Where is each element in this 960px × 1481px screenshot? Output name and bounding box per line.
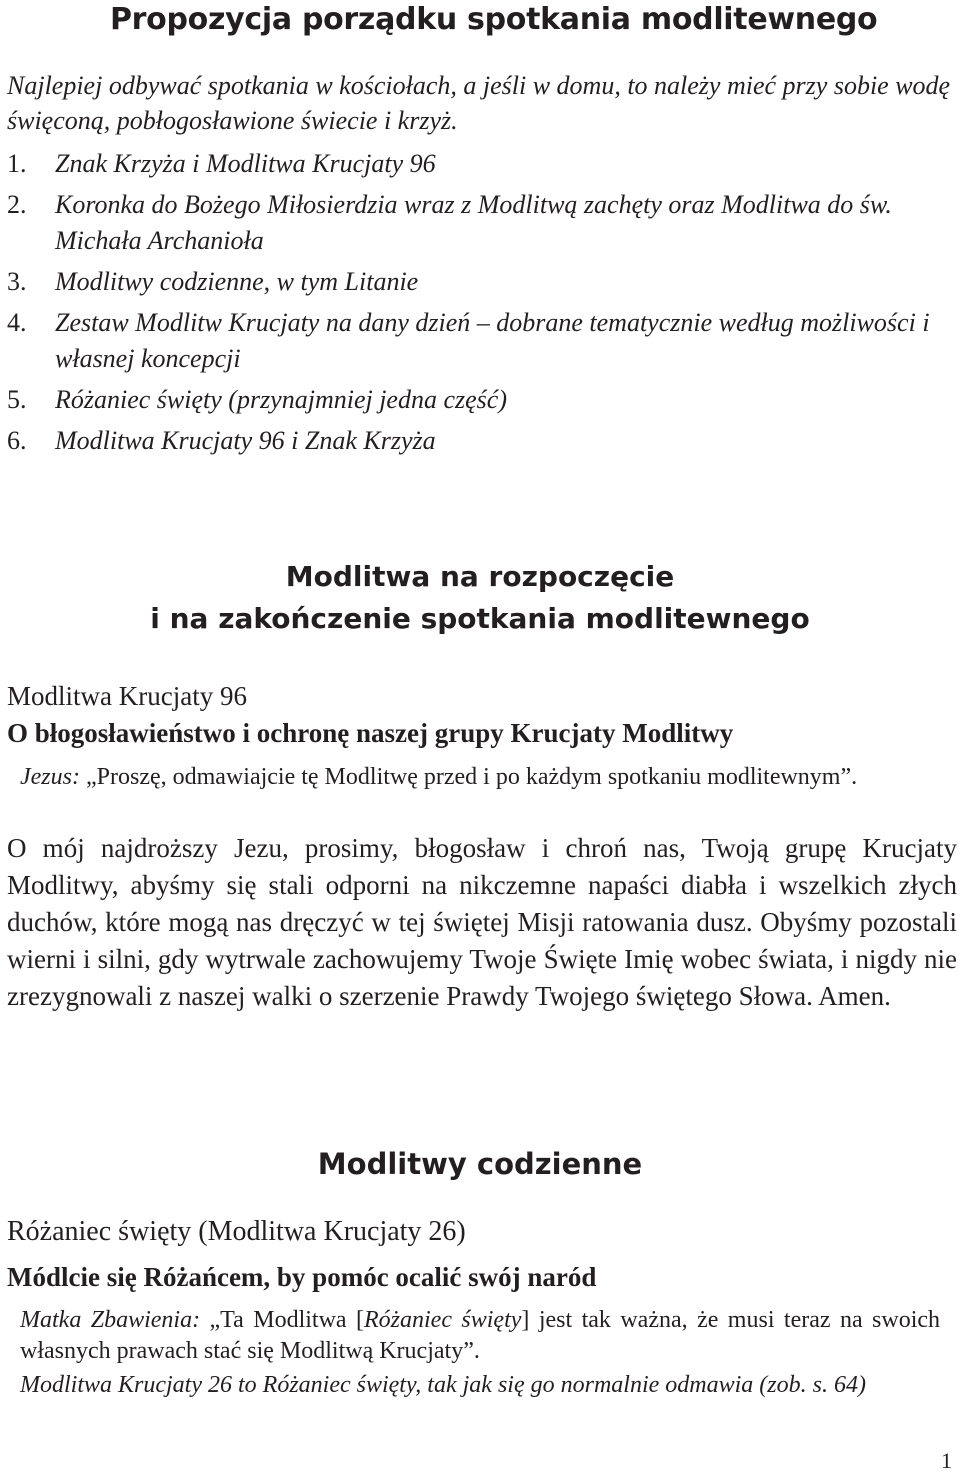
list-item: 4. Zestaw Modlitw Krucjaty na dany dzień – dobrane tematycznie według możliwości i własnej koncepcji: [7, 308, 930, 373]
list-item: 5. Różaniec święty (przynajmniej jedna część): [7, 385, 507, 414]
section-heading-daily: Modlitwy codzienne: [317, 1147, 643, 1181]
section-heading-line1: Modlitwa na rozpoczęcie: [285, 560, 675, 593]
prayer-name: Modlitwa Krucjaty 96: [7, 681, 247, 711]
list-item: 3. Modlitwy codzienne, w tym Litanie: [7, 267, 419, 296]
prayer-quote: Jezus: „Proszę, odmawiajcie tę Modlitwę przed i po każdym spotkaniu modlitewnym”.: [20, 764, 858, 790]
page-title: Propozycja porządku spotkania modlitewnego: [110, 2, 878, 37]
speaker-label: Jezus:: [20, 764, 80, 790]
prayer-name: Różaniec święty (Modlitwa Krucjaty 26): [7, 1216, 466, 1247]
section-heading-line2: i na zakończenie spotkania modlitewnego: [150, 602, 810, 635]
list-item: 6. Modlitwa Krucjaty 96 i Znak Krzyża: [7, 426, 436, 455]
prayer-title: O błogosławieństwo i ochronę naszej grupy Krucjaty Modlitwy: [7, 718, 734, 748]
intro-paragraph: Najlepiej odbywać spotkania w kościołach, a jeśli w domu, to należy mieć przy sobie wodę święconą, pobłogosławione świecie i krzyż.: [7, 71, 951, 135]
prayer-note: Modlitwa Krucjaty 26 to Różaniec święty, tak jak się go normalnie odmawia (zob. s. 64): [20, 1372, 866, 1398]
prayer-quote: Matka Zbawienia: „Ta Modlitwa [Różaniec święty] jest tak ważna, że musi teraz na swoich własnych prawach stać się Modlitwą Krucjaty”.: [20, 1307, 941, 1364]
agenda-list: [7, 146, 957, 464]
page-number: 1: [941, 1448, 952, 1473]
prayer-body: O mój najdroższy Jezu, prosimy, błogosław i chroń nas, Twoją grupę Krucjaty Modlitwy, abyśmy się stali odporni na nikczemne napaści diabła i wszelkich złych duchów, które mogą nas dręczyć w tej świętej Misji ratowania dusz. Obyśmy pozostali wierni i silni, gdy wytrwale zachowujemy Twoje Święte Imię wobec świata, i nigdy nie zrezygnowali z naszej walki o szerzenie Prawdy Twojego świętego Słowa. Amen.: [7, 833, 957, 1011]
list-item: 2. Koronka do Bożego Miłosierdzia wraz z Modlitwą zachęty oraz Modlitwa do św. Michała Archanioła: [7, 190, 892, 255]
prayer-title: Módlcie się Różańcem, by pomóc ocalić swój naród: [7, 1262, 597, 1292]
list-item: 1. Znak Krzyża i Modlitwa Krucjaty 96: [7, 149, 436, 178]
speaker-label: Matka Zbawienia:: [20, 1307, 201, 1333]
